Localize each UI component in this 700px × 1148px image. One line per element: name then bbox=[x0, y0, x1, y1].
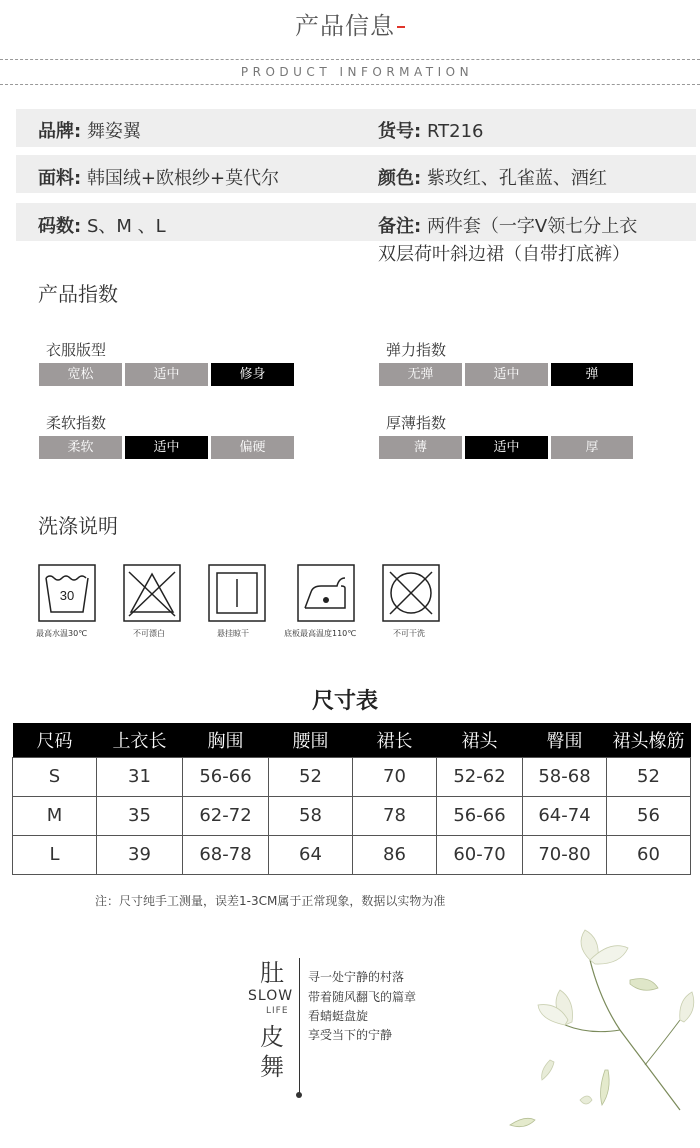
color-field: 颜色: 紫玫红、孔雀蓝、酒红 bbox=[378, 168, 607, 189]
table-cell: 70-80 bbox=[523, 835, 607, 874]
table-header-row bbox=[13, 723, 691, 757]
size-table-title: 尺寸表 bbox=[311, 689, 378, 714]
table-cell: 52 bbox=[269, 757, 353, 796]
poem-line: 带着随风翻飞的篇章 bbox=[308, 990, 417, 1004]
thickness-label: 厚薄指数 bbox=[386, 414, 447, 432]
column-header: 尺码 bbox=[13, 723, 97, 757]
table-cell: 64 bbox=[269, 835, 353, 874]
poem-line: 享受当下的宁静 bbox=[308, 1028, 393, 1042]
table-cell: 58-68 bbox=[523, 757, 607, 796]
table-cell: S bbox=[13, 757, 97, 796]
thickness-option: 适中 bbox=[465, 436, 548, 459]
column-header: 腰围 bbox=[269, 723, 353, 757]
fit-option: 适中 bbox=[125, 363, 208, 386]
brand-field: 品牌: 舞姿翼 bbox=[38, 121, 141, 142]
page-title: 产品信息 bbox=[0, 6, 700, 41]
no-dry-clean-icon bbox=[382, 564, 440, 622]
column-header: 裙头 bbox=[437, 723, 523, 757]
table-cell: 52 bbox=[607, 757, 691, 796]
poem-line: 看蜻蜓盘旋 bbox=[308, 1009, 369, 1023]
table-cell: 39 bbox=[97, 835, 183, 874]
wash-caption: 底板最高温度110℃ bbox=[284, 629, 357, 638]
size-field: 码数: S、M 、L bbox=[38, 216, 166, 237]
table-cell: 70 bbox=[353, 757, 437, 796]
elastic-option: 无弹 bbox=[379, 363, 462, 386]
no-bleach-icon bbox=[123, 564, 181, 622]
table-cell: 31 bbox=[97, 757, 183, 796]
table-cell: 68-78 bbox=[183, 835, 269, 874]
soft-option: 柔软 bbox=[39, 436, 122, 459]
wash-caption: 不可干洗 bbox=[393, 629, 425, 638]
fit-label: 衣服版型 bbox=[46, 341, 107, 359]
soft-option: 适中 bbox=[125, 436, 208, 459]
wash-caption: 不可漂白 bbox=[133, 629, 165, 638]
table-cell: 56 bbox=[607, 796, 691, 835]
wash-30-icon bbox=[38, 564, 96, 622]
table-row bbox=[13, 796, 691, 835]
size-table bbox=[12, 723, 691, 875]
table-row bbox=[13, 757, 691, 796]
table-cell: 64-74 bbox=[523, 796, 607, 835]
hang-dry-icon bbox=[208, 564, 266, 622]
table-cell: 58 bbox=[269, 796, 353, 835]
table-cell: 86 bbox=[353, 835, 437, 874]
thickness-option: 厚 bbox=[551, 436, 633, 459]
table-cell: 52-62 bbox=[437, 757, 523, 796]
wash-section-title: 洗涤说明 bbox=[38, 514, 118, 538]
wash-temperature: 30 bbox=[59, 588, 75, 603]
brand-char: 肚 bbox=[260, 959, 284, 987]
brand-char: 舞 bbox=[260, 1053, 284, 1081]
table-cell: 35 bbox=[97, 796, 183, 835]
column-header: 裙长 bbox=[353, 723, 437, 757]
page-subtitle: PRODUCT INFORMATION bbox=[240, 65, 474, 79]
fit-option: 宽松 bbox=[39, 363, 122, 386]
table-cell: 56-66 bbox=[437, 796, 523, 835]
remark-line-2: 双层荷叶斜边裙（自带打底裤） bbox=[378, 244, 630, 265]
table-cell: M bbox=[13, 796, 97, 835]
slow-text: SLOW bbox=[248, 988, 294, 1004]
size-note: 注：尺寸纯手工测量，误差1-3CM属于正常现象，数据以实物为准 bbox=[95, 894, 446, 908]
wash-caption: 最高水温30℃ bbox=[36, 629, 88, 638]
table-row bbox=[13, 835, 691, 874]
column-header: 臀围 bbox=[523, 723, 607, 757]
life-text: LIFE bbox=[266, 1006, 289, 1016]
table-cell: L bbox=[13, 835, 97, 874]
divider bbox=[0, 59, 700, 60]
column-header: 胸围 bbox=[183, 723, 269, 757]
elastic-label: 弹力指数 bbox=[386, 341, 447, 359]
fabric-field: 面料: 韩国绒+欧根纱+莫代尔 bbox=[38, 168, 280, 189]
table-cell: 60-70 bbox=[437, 835, 523, 874]
column-header: 裙头橡筋 bbox=[607, 723, 691, 757]
thickness-option: 薄 bbox=[379, 436, 462, 459]
magnolia-illustration bbox=[480, 920, 700, 1140]
brand-char: 皮 bbox=[260, 1023, 284, 1051]
table-cell: 56-66 bbox=[183, 757, 269, 796]
poem-line: 寻一处宁静的村落 bbox=[308, 970, 405, 984]
table-cell: 62-72 bbox=[183, 796, 269, 835]
column-header: 上衣长 bbox=[97, 723, 183, 757]
remark-field: 备注: 两件套（一字V领七分上衣 bbox=[378, 216, 638, 237]
table-cell: 60 bbox=[607, 835, 691, 874]
title-accent bbox=[397, 26, 405, 28]
fit-option: 修身 bbox=[211, 363, 294, 386]
elastic-option: 弹 bbox=[551, 363, 633, 386]
divider-dot bbox=[296, 1092, 302, 1098]
table-cell: 78 bbox=[353, 796, 437, 835]
vertical-divider bbox=[299, 958, 300, 1095]
index-section-title: 产品指数 bbox=[38, 282, 118, 306]
iron-icon bbox=[297, 564, 355, 622]
soft-label: 柔软指数 bbox=[46, 414, 107, 432]
soft-option: 偏硬 bbox=[211, 436, 294, 459]
divider bbox=[0, 84, 700, 85]
wash-caption: 悬挂晾干 bbox=[217, 629, 249, 638]
item-number-field: 货号: RT216 bbox=[378, 121, 484, 142]
elastic-option: 适中 bbox=[465, 363, 548, 386]
